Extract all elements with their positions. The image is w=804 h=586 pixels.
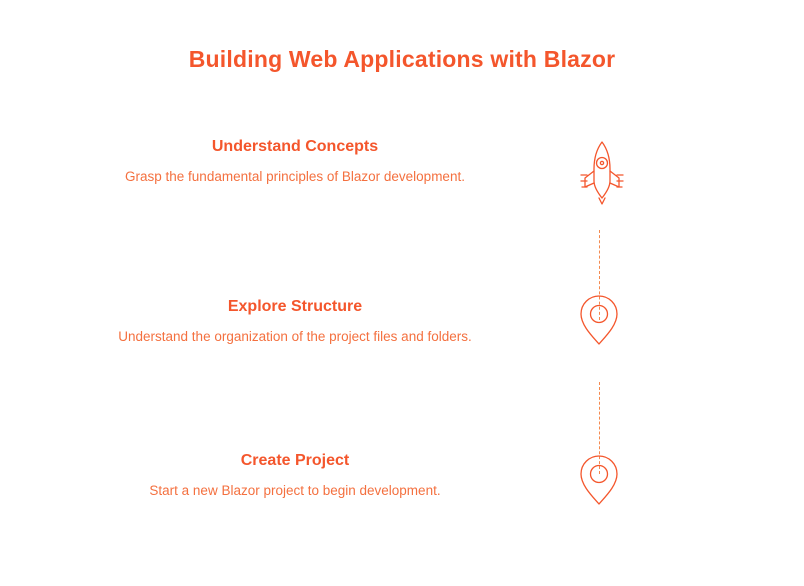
step-heading: Explore Structure [227, 298, 363, 315]
step-description: Understand the organization of the project files and folders. [118, 329, 472, 344]
page-title: Building Web Applications with Blazor [188, 46, 616, 72]
map-pin-icon [575, 292, 629, 354]
timeline [0, 120, 804, 580]
step-heading: Create Project [240, 452, 350, 469]
step-text-block [60, 138, 530, 184]
step-text-block [60, 298, 530, 344]
step-description: Grasp the fundamental principles of Blazor development. [125, 169, 465, 184]
step-heading: Understand Concepts [211, 138, 379, 155]
map-pin-icon [575, 452, 629, 514]
step-text-block [60, 452, 530, 498]
rocket-icon [575, 138, 629, 200]
step-description: Start a new Blazor project to begin development. [149, 483, 441, 498]
